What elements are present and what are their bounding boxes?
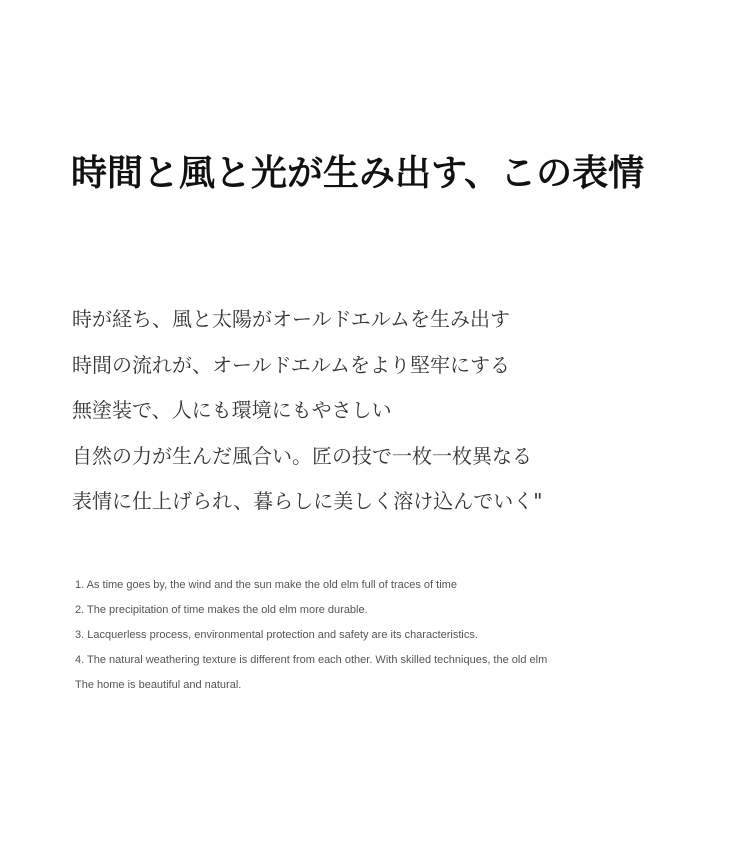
english-line: 4. The natural weathering texture is different from each other. With skilled techniques, the old elm [75,654,548,666]
japanese-description [72,302,542,530]
english-line: 3. Lacquerless process, environmental protection and safety are its characteristics. [75,629,478,641]
english-line: 1. As time goes by, the wind and the sun make the old elm full of traces of time [75,579,457,591]
japanese-line: 自然の力が生んだ風合い。匠の技で一枚一枚異なる [72,443,532,468]
english-line: The home is beautiful and natural. [75,679,242,691]
japanese-line: 表情に仕上げられ、暮らしに美しく溶け込んでいく" [72,489,543,513]
english-description [75,575,547,700]
page-heading: 時間と風と光が生み出す、この表情 [71,153,645,194]
japanese-line: 無塗装で、人にも環境にもやさしい [72,398,392,422]
japanese-line: 時が経ち、風と太陽がオールドエルムを生み出す [72,307,510,331]
english-line: 2. The precipitation of time makes the old elm more durable. [75,604,368,616]
japanese-line: 時間の流れが、オールドエルムをより堅牢にする [72,352,510,377]
